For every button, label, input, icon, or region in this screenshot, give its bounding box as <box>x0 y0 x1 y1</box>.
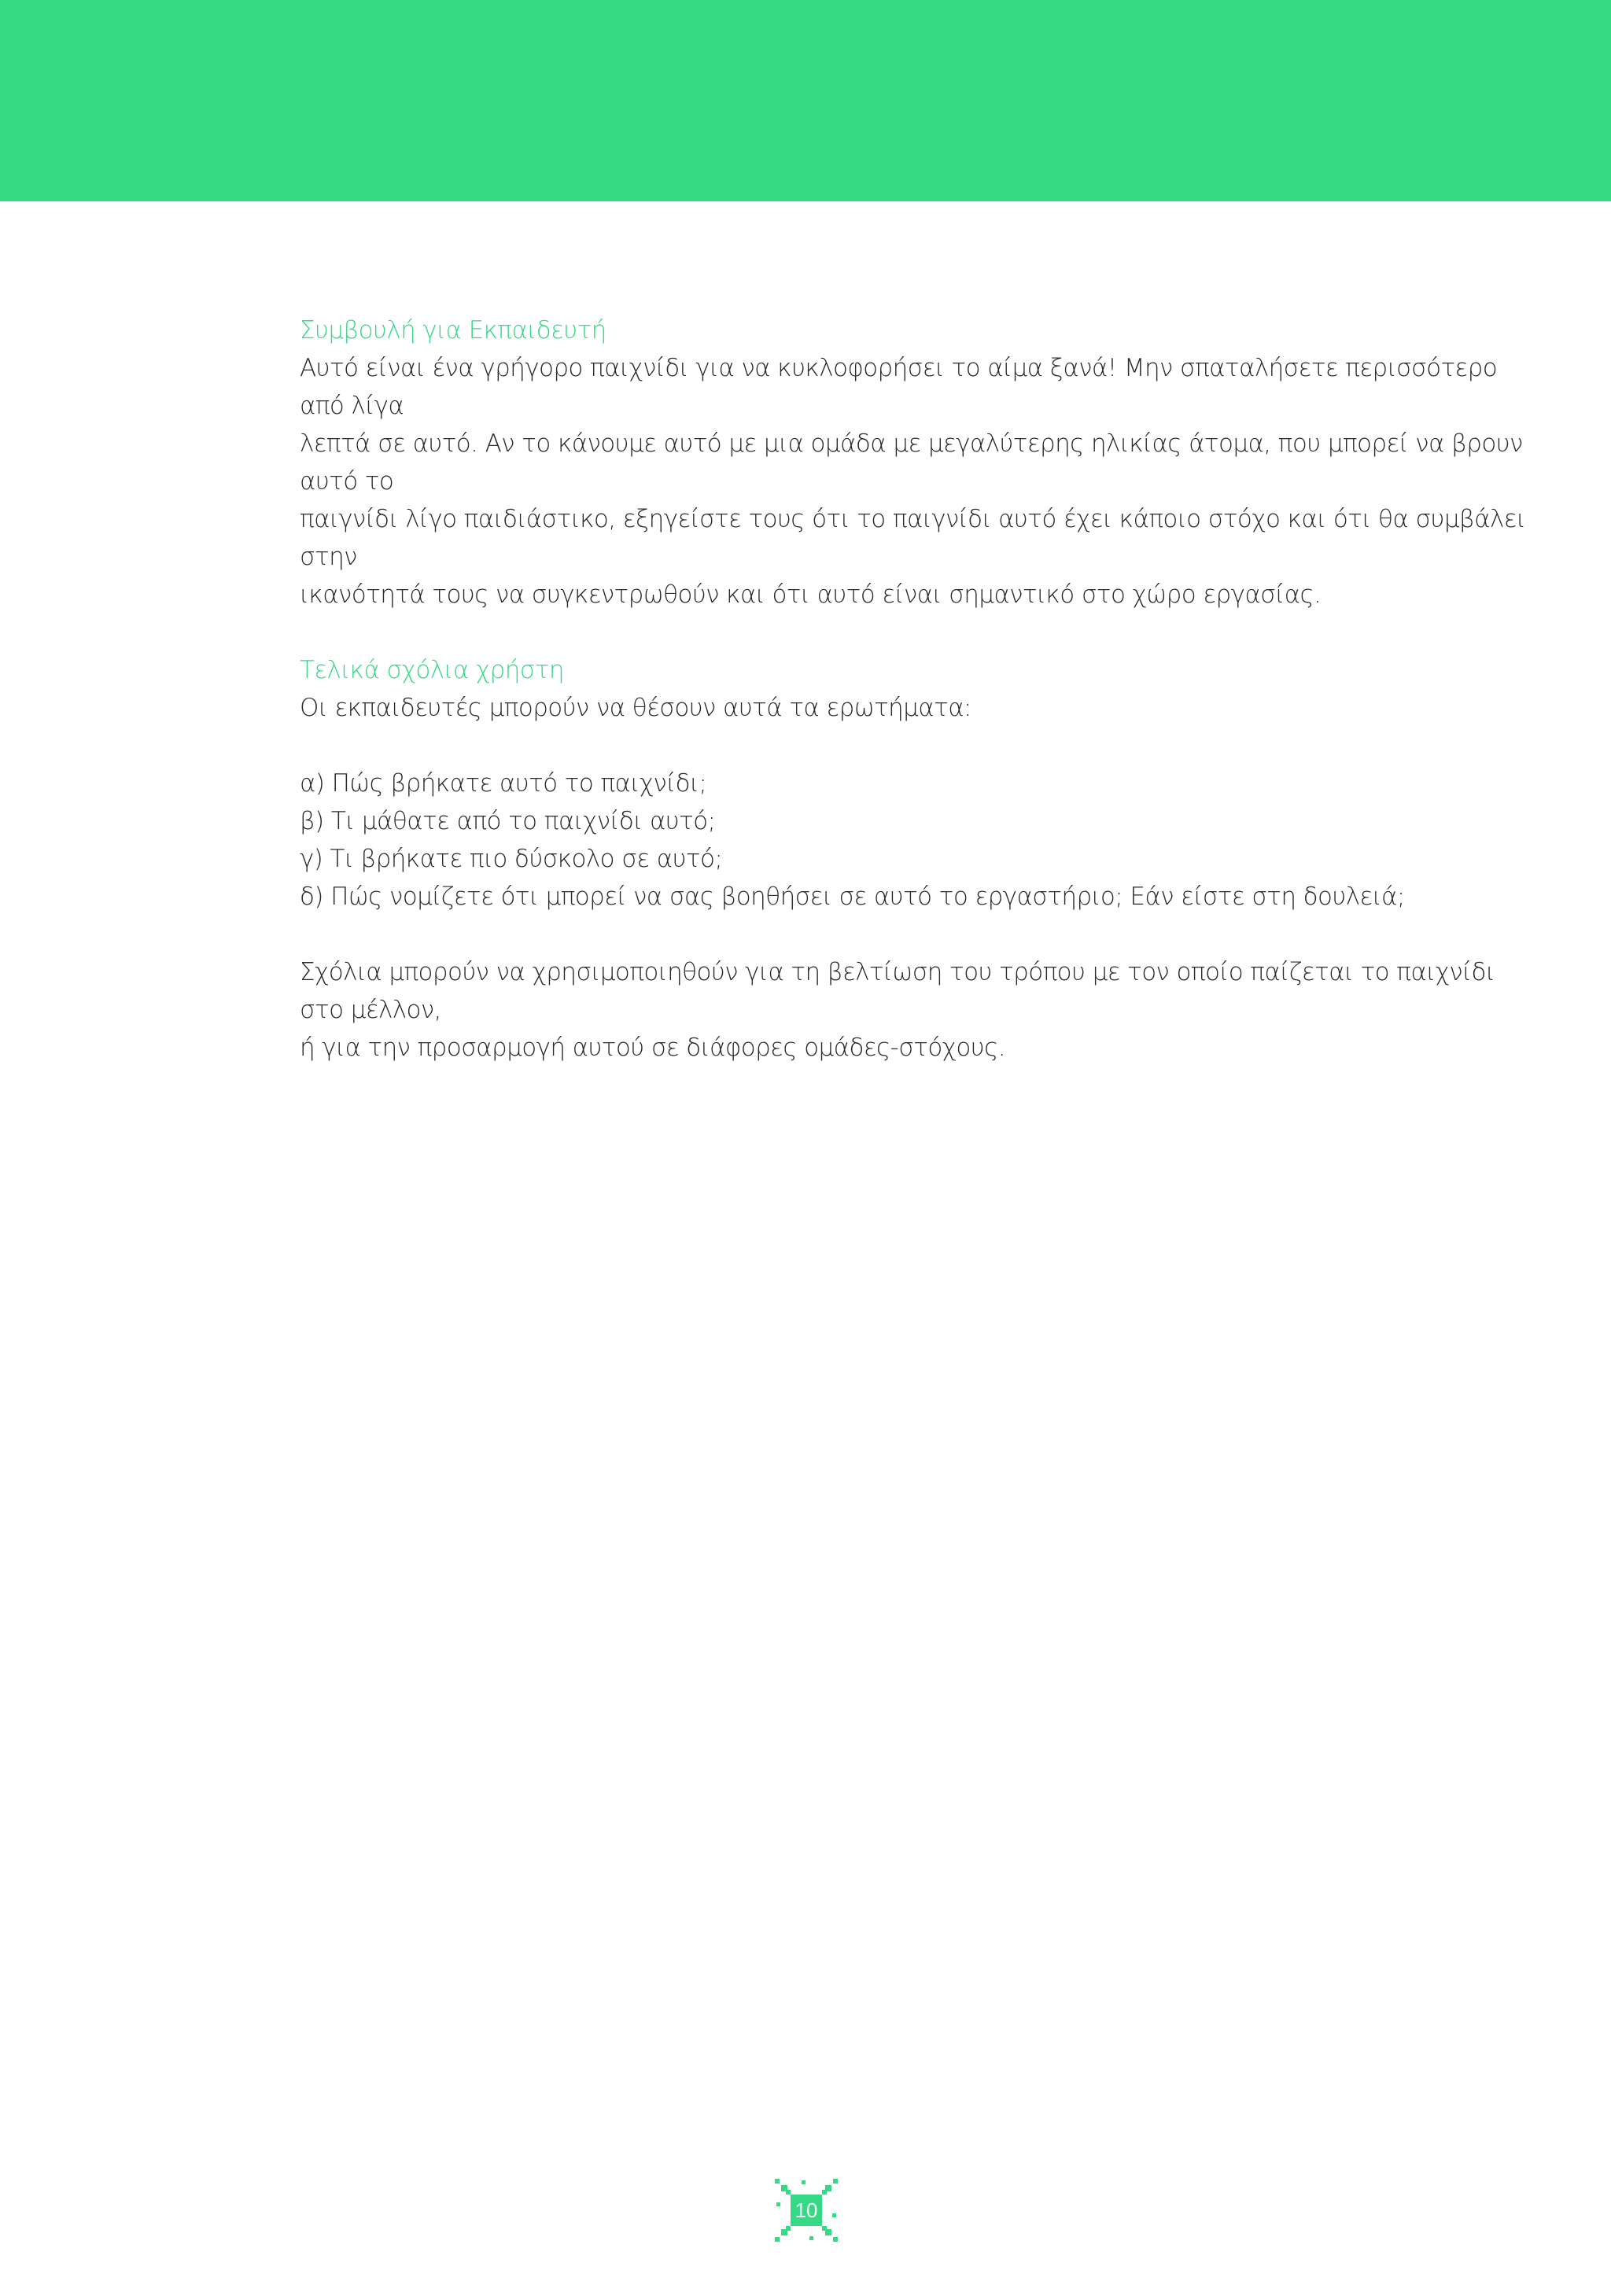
closing-line: ή για την προσαρμογή αυτού σε διάφορες ομάδες-στόχους. <box>300 1034 1005 1062</box>
tip-line: λεπτά σε αυτό. Αν το κάνουμε αυτό με μια ομάδα με μεγαλύτερης ηλικίας άτομα, που μπορεί να βρουν αυτό το <box>300 429 1523 496</box>
question-item: γ) Τι βρήκατε πιο δύσκολο σε αυτό; <box>300 845 723 873</box>
tip-line: παιγνίδι λίγο παιδιάστικο, εξηγείστε τους ότι το παιγνίδι αυτό έχει κάποιο στόχο και ότι θα συμβάλει στην <box>300 505 1526 571</box>
tip-heading: Συμβουλή για Εκπαιδευτή <box>300 316 606 345</box>
spacer <box>300 614 1527 651</box>
question-item: α) Πώς βρήκατε αυτό το παιχνίδι; <box>300 769 707 798</box>
tip-line: Αυτό είναι ένα γρήγορο παιχνίδι για να κυκλοφορήσει το αίμα ξανά! Μην σπαταλήσετε περισσότερο από λίγα <box>300 354 1498 420</box>
closing-line: Σχόλια μπορούν να χρησιμοποιηθούν για τη βελτίωση του τρόπου με τον οποίο παίζεται το παιχνίδι στο μέλλον, <box>300 958 1495 1024</box>
page-content <box>300 311 1527 1067</box>
question-item: β) Τι μάθατε από το παιχνίδι αυτό; <box>300 807 716 835</box>
feedback-intro: Οι εκπαιδευτές μπορούν να θέσουν αυτά τα ερωτήματα: <box>300 694 971 722</box>
tip-line: ικανότητά τους να συγκεντρωθούν και ότι αυτό είναι σημαντικό στο χώρο εργασίας. <box>300 580 1322 609</box>
page-number: 10 <box>794 2198 818 2222</box>
question-list <box>300 765 1527 916</box>
spacer <box>300 916 1527 953</box>
question-item: δ) Πώς νομίζετε ότι μπορεί να σας βοηθήσει σε αυτό το εργαστήριο; Εάν είστε στη δουλειά; <box>300 883 1405 911</box>
feedback-heading: Τελικά σχόλια χρήστη <box>300 656 564 684</box>
spacer <box>300 727 1527 765</box>
header-band <box>0 0 1611 201</box>
page-number-badge <box>775 2179 838 2242</box>
